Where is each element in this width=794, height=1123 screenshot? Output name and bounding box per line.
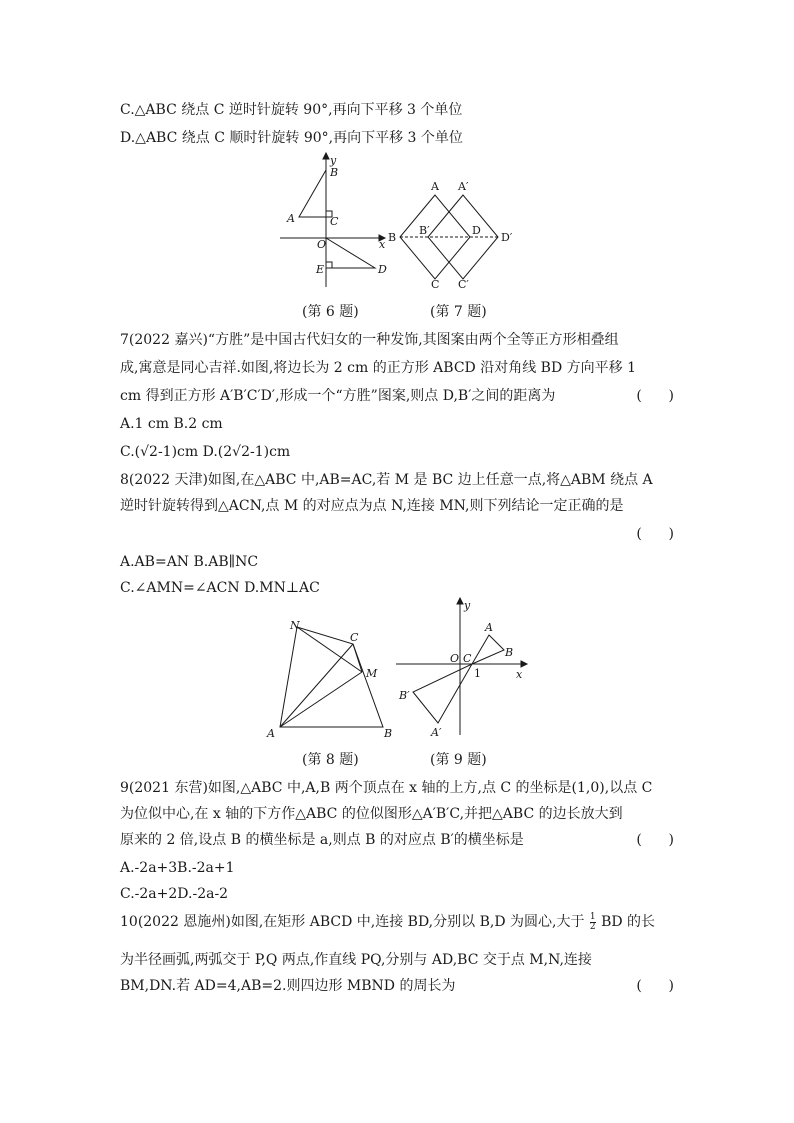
fig7-label-c2: C′ — [458, 278, 469, 291]
q8-line-2: 逆时针旋转得到△ACN,点 M 的对应点为点 N,连接 MN,则下列结论一定正确的是 — [120, 498, 624, 514]
q9-line-3: 原来的 2 倍,设点 B 的横坐标是 a,则点 B 的对应点 B′的横坐标是 — [120, 832, 524, 848]
q8-option-ab: A.AB=AN B.AB∥NC — [120, 554, 259, 570]
fig8-label-b: B — [384, 727, 393, 740]
y-axis-arrow — [457, 598, 463, 604]
q6-option-c: C.△ABC 绕点 C 逆时针旋转 90°,再向下平移 3 个单位 — [120, 102, 463, 118]
x-axis-arrow — [521, 661, 527, 667]
fig6-label-y: y — [330, 154, 337, 167]
fig7-label-b2: B′ — [419, 224, 430, 237]
fig9-label-c: C — [463, 652, 472, 665]
fig9-label-b: B — [505, 646, 514, 659]
q9-option-cd: C.-2a+2D.-2a-2 — [120, 886, 229, 902]
fig6-label-o: O — [317, 238, 327, 251]
q8-answer-blank: ( ) — [636, 526, 674, 542]
q9-option-ab: A.-2a+3B.-2a+1 — [120, 860, 235, 876]
fig9-label-y: y — [464, 599, 471, 612]
q10-answer-blank: ( ) — [636, 978, 674, 994]
fig7-label-b: B — [388, 231, 397, 244]
figure-7 — [385, 180, 525, 290]
q8-line-1: 8(2022 天津)如图,在△ABC 中,AB=AC,若 M 是 BC 边上任意一点,将△ABM 绕点 A — [120, 472, 653, 488]
fig8-label-n: N — [290, 619, 300, 632]
fig7-label-c: C — [431, 278, 440, 291]
fig6-label-e: E — [316, 263, 325, 276]
q7-option-cd: C.(√2-1)cm D.(2√2-1)cm — [120, 444, 291, 460]
fig7-label-d2: D′ — [501, 231, 513, 244]
fig8-label-a: A — [267, 727, 275, 740]
fig6-label-a: A — [287, 212, 295, 225]
q7-line-1: 7(2022 嘉兴)“方胜”是中国古代妇女的一种发饰,其图案由两个全等正方形相叠组 — [120, 332, 619, 348]
fig9-label-a2: A′ — [431, 726, 442, 739]
q10-line-1 — [120, 912, 655, 932]
q6-option-d: D.△ABC 绕点 C 顺时针旋转 90°,再向下平移 3 个单位 — [120, 130, 463, 146]
q7-line-2: 成,寓意是同心吉祥.如图,将边长为 2 cm 的正方形 ABCD 沿对角线 BD 方向平移 1 — [120, 360, 636, 376]
fig9-label-a: A — [485, 621, 493, 634]
fig7-label-d: D — [472, 224, 481, 237]
triangle-abc — [299, 170, 326, 217]
q9-answer-blank: ( ) — [636, 832, 674, 848]
fig6-label-d: D — [378, 263, 387, 276]
q10-line-1-start: 10(2022 恩施州)如图,在矩形 ABCD 中,连接 BD,分别以 B,D 为圆心,大于 — [120, 914, 585, 930]
q9-line-2: 为位似中心,在 x 轴的下方作△ABC 的位似图形△A′B′C,并把△ABC 的边长放大到 — [120, 806, 623, 822]
fraction-one-half — [590, 913, 596, 932]
fig7-label-a: A — [431, 180, 439, 193]
segment-cm — [353, 644, 362, 672]
triangle-oed — [326, 238, 375, 268]
fig6-label-c: C — [330, 215, 339, 228]
fig6-label-b: B — [330, 166, 339, 179]
q10-line-3: BM,DN.若 AD=4,AB=2.则四边形 MBND 的周长为 — [120, 978, 456, 994]
q10-line-2: 为半径画弧,两弧交于 P,Q 两点,作直线 PQ,分别与 AD,BC 交于点 M,N,连接 — [120, 952, 592, 968]
figure-8 — [262, 615, 402, 745]
fig6-caption: (第 6 题) — [302, 304, 359, 320]
right-angle-e — [326, 262, 332, 268]
triangle-abc — [472, 635, 504, 664]
fraction-denominator: 2 — [589, 921, 596, 932]
fig8-label-m: M — [366, 667, 378, 680]
fig7-caption: (第 7 题) — [430, 304, 487, 320]
figure-9 — [393, 595, 533, 745]
y-axis-arrow — [323, 153, 329, 159]
fig9-label-one: 1 — [474, 667, 481, 680]
fig6-label-x: x — [379, 238, 386, 251]
fig9-label-b2: B′ — [399, 689, 410, 702]
q7-option-ab: A.1 cm B.2 cm — [120, 416, 223, 432]
fig9-caption: (第 9 题) — [430, 752, 487, 768]
q7-line-3: cm 得到正方形 A′B′C′D′,形成一个“方胜”图案,则点 D,B′之间的距离为 — [120, 388, 556, 404]
q7-answer-blank: ( ) — [636, 388, 674, 404]
fig9-label-o: O — [450, 652, 460, 665]
fraction-numerator: 1 — [589, 911, 596, 922]
q8-option-cd: C.∠AMN=∠ACN D.MN⊥AC — [120, 580, 320, 596]
fig9-label-x: x — [516, 668, 523, 681]
fig8-caption: (第 8 题) — [302, 752, 359, 768]
triangle-a2b2c — [413, 664, 472, 723]
fig7-label-a2: A′ — [458, 180, 469, 193]
q10-line-1-end: BD 的长 — [601, 914, 656, 930]
q9-line-1: 9(2021 东营)如图,△ABC 中,A,B 两个顶点在 x 轴的上方,点 C 的坐标是(1,0),以点 C — [120, 780, 653, 796]
figure-6 — [275, 150, 395, 290]
fig8-label-c: C — [350, 631, 359, 644]
